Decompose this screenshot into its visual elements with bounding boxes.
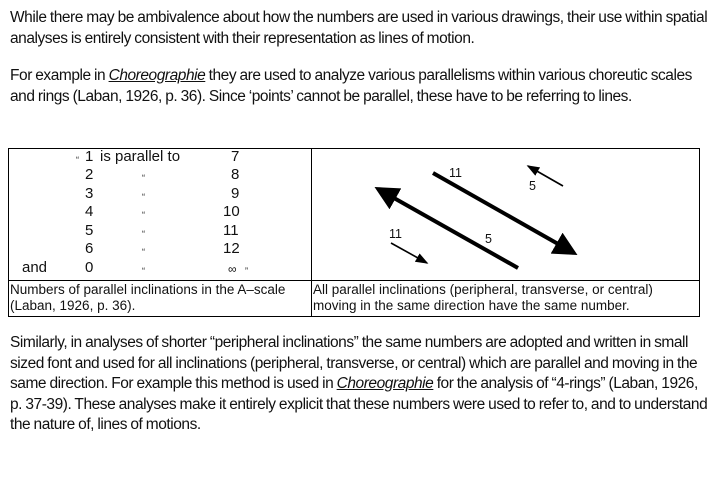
paragraph-intro: While there may be ambivalence about how the numbers are used in various drawings, their use within spatial analyses is entirely consistent with their representation as lines of motion. bbox=[10, 9, 708, 47]
list-row-left: 3 bbox=[85, 185, 94, 202]
open-quote: “ bbox=[76, 155, 79, 165]
list-row-left: 6 bbox=[85, 240, 94, 257]
ditto-mark: “ bbox=[142, 247, 145, 257]
parallel-phrase: is parallel to bbox=[100, 148, 181, 165]
list-row-right: 12 bbox=[223, 240, 240, 257]
list-row-left: 0 bbox=[85, 259, 94, 276]
paragraph-peripheral-post: for the analysis of “4-rings” (Laban, 1926, p. 37-39). These analyses make it entirely explicit that these numbers were used to refer to, and to understand the nature of, lines of motions. bbox=[10, 375, 708, 433]
ditto-mark: “ bbox=[142, 173, 145, 183]
ditto-mark: “ bbox=[142, 210, 145, 220]
paragraph-peripheral bbox=[10, 333, 710, 436]
infinity-symbol: ∞ bbox=[228, 262, 237, 276]
list-row-right: 10 bbox=[223, 203, 240, 220]
ditto-mark: “ bbox=[142, 266, 145, 276]
diagram-label-5-top: 5 bbox=[529, 179, 536, 193]
ditto-mark: “ bbox=[142, 192, 145, 202]
paragraph-peripheral-pre: Similarly, in analyses of shorter “peripheral inclinations” the same numbers are adopted and written in small sized font and used for all inclinations (peripheral, transverse, or central) which are parallel and moving in the same direction. For example this method is used in bbox=[10, 334, 698, 392]
choreographie-title: Choreographie bbox=[108, 67, 206, 84]
short-arrow-11-icon bbox=[391, 243, 427, 263]
left-caption: Numbers of parallel inclinations in the A–scale (Laban, 1926, p. 36). bbox=[10, 282, 286, 313]
close-quote: ” bbox=[245, 266, 248, 276]
diagram-label-11-top: 11 bbox=[449, 166, 462, 180]
list-row-right: 11 bbox=[223, 222, 239, 239]
and-label: and bbox=[22, 259, 48, 276]
list-row-left: 2 bbox=[85, 166, 94, 183]
long-arrow-11-icon bbox=[433, 173, 574, 253]
choreographie-title: Choreographie bbox=[336, 375, 434, 392]
list-row-left: 1 bbox=[85, 148, 94, 165]
list-row-right: 9 bbox=[231, 185, 240, 202]
paragraph-example-pre: For example in bbox=[10, 67, 109, 84]
list-row-left: 4 bbox=[85, 203, 94, 220]
right-caption: All parallel inclinations (peripheral, transverse, or central) moving in the same direction have the same number. bbox=[313, 282, 653, 313]
diagram-label-11-bottom: 11 bbox=[389, 227, 402, 241]
list-row-right: 7 bbox=[231, 148, 240, 165]
ditto-mark: “ bbox=[142, 229, 145, 239]
list-row-right: 8 bbox=[231, 166, 240, 183]
list-row-left: 5 bbox=[85, 222, 94, 239]
diagram-label-5-bottom: 5 bbox=[485, 232, 492, 246]
paragraph-example-post: they are used to analyze various parallelisms within various choreutic scales and rings (Laban, 1926, p. 36). Since ‘points’ cannot be parallel, these have to be referring to lines. bbox=[10, 67, 692, 105]
